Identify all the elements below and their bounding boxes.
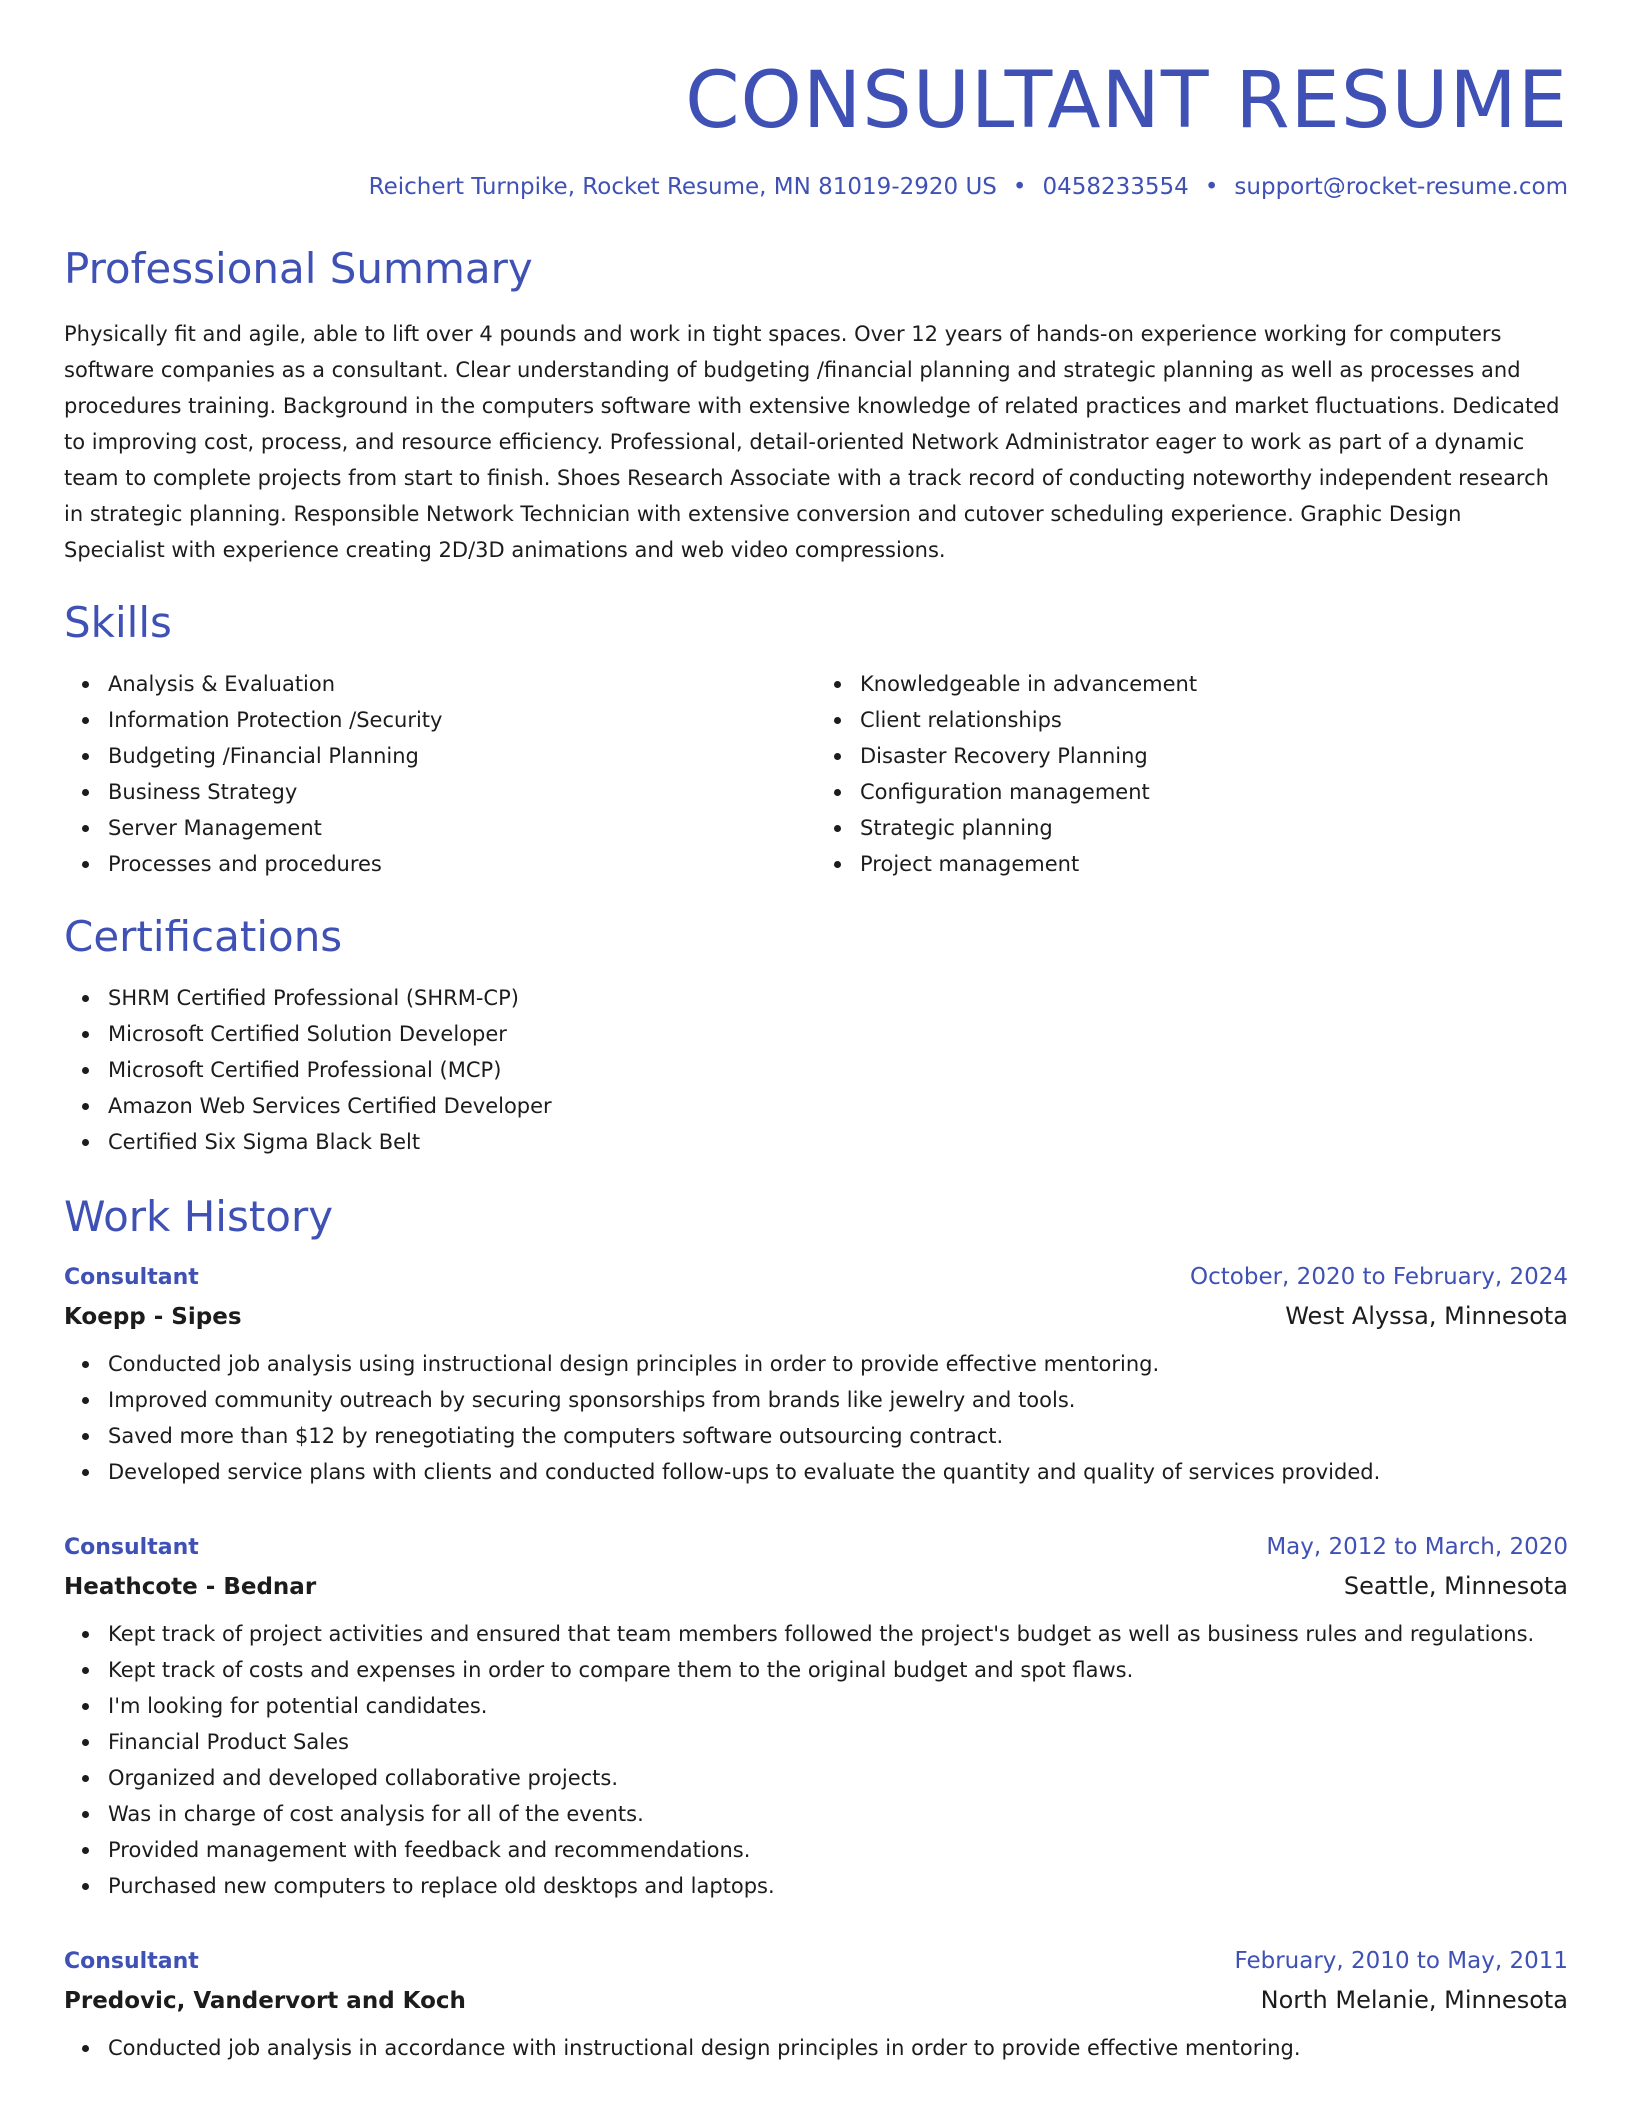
skill-item: Project management bbox=[860, 846, 1568, 882]
job-bullet: Was in charge of cost analysis for all of the events. bbox=[108, 1796, 1568, 1832]
job-bullet: I'm looking for potential candidates. bbox=[108, 1688, 1568, 1724]
job-company: Koepp - Sipes bbox=[64, 1304, 242, 1330]
job-dates: February, 2010 to May, 2011 bbox=[1234, 1948, 1568, 1974]
contact-email: support@rocket-resume.com bbox=[1234, 174, 1568, 200]
job-location: Seattle, Minnesota bbox=[1343, 1572, 1568, 1600]
summary-heading: Professional Summary bbox=[64, 244, 533, 293]
job-dates: October, 2020 to February, 2024 bbox=[1190, 1264, 1568, 1290]
certification-item: Microsoft Certified Professional (MCP) bbox=[108, 1052, 1568, 1088]
contact-phone: 0458233554 bbox=[1042, 174, 1189, 200]
skills-list-right bbox=[816, 666, 1568, 882]
job-title: Consultant bbox=[64, 1265, 199, 1290]
job-subheader bbox=[64, 1572, 1568, 1600]
resume-page bbox=[64, 0, 1568, 2066]
contact-line bbox=[64, 174, 1568, 200]
resume-title: CONSULTANT RESUME bbox=[685, 56, 1568, 146]
contact-separator: • bbox=[1204, 174, 1219, 200]
skills-list-left bbox=[64, 666, 816, 882]
contact-separator: • bbox=[1012, 174, 1027, 200]
job-header bbox=[64, 1264, 1568, 1290]
job-bullet: Saved more than $12 by renegotiating the computers software outsourcing contract. bbox=[108, 1418, 1568, 1454]
job-header bbox=[64, 1534, 1568, 1560]
skill-item: Disaster Recovery Planning bbox=[860, 738, 1568, 774]
skills-heading: Skills bbox=[64, 598, 172, 647]
job-location: North Melanie, Minnesota bbox=[1260, 1986, 1568, 2014]
job-entry bbox=[64, 1948, 1568, 2066]
job-subheader bbox=[64, 1986, 1568, 2014]
job-header bbox=[64, 1948, 1568, 1974]
work-history-heading: Work History bbox=[64, 1192, 334, 1241]
certification-item: SHRM Certified Professional (SHRM-CP) bbox=[108, 980, 1568, 1016]
job-bullet: Purchased new computers to replace old desktops and laptops. bbox=[108, 1868, 1568, 1904]
certifications-heading: Certifications bbox=[64, 912, 343, 961]
skill-item: Client relationships bbox=[860, 702, 1568, 738]
skill-item: Strategic planning bbox=[860, 810, 1568, 846]
summary-text: Physically fit and agile, able to lift over 4 pounds and work in tight spaces. Over 12 years of hands-on experience working for computers software companies as a consultant. Clear understanding of budgeting /financial planning and strategic planning as well as processes and procedures training. Background in the computers software with extensive knowledge of related practices and market fluctuations. Dedicated to improving cost, process, and resource efficiency. Professional, detail-oriented Network Administrator eager to work as part of a dynamic team to complete projects from start to finish. Shoes Research Associate with a track record of conducting noteworthy independent research in strategic planning. Responsible Network Technician with extensive conversion and cutover scheduling experience. Graphic Design Specialist with experience creating 2D/3D animations and web video compressions. bbox=[64, 322, 1560, 562]
job-subheader bbox=[64, 1302, 1568, 1330]
job-entry bbox=[64, 1534, 1568, 1904]
job-bullet: Conducted job analysis using instructional design principles in order to provide effective mentoring. bbox=[108, 1346, 1568, 1382]
job-bullet: Kept track of costs and expenses in order to compare them to the original budget and spot flaws. bbox=[108, 1652, 1568, 1688]
job-bullet: Organized and developed collaborative projects. bbox=[108, 1760, 1568, 1796]
skill-item: Analysis & Evaluation bbox=[108, 666, 816, 702]
contact-address: Reichert Turnpike, Rocket Resume, MN 81019-2920 US bbox=[368, 174, 997, 200]
skill-item: Knowledgeable in advancement bbox=[860, 666, 1568, 702]
job-bullet: Provided management with feedback and recommendations. bbox=[108, 1832, 1568, 1868]
job-company: Predovic, Vandervort and Koch bbox=[64, 1988, 466, 2014]
certifications-list bbox=[64, 980, 1568, 1160]
job-title: Consultant bbox=[64, 1949, 199, 1974]
job-company: Heathcote - Bednar bbox=[64, 1574, 317, 1600]
certification-item: Certified Six Sigma Black Belt bbox=[108, 1124, 1568, 1160]
job-bullet: Developed service plans with clients and conducted follow-ups to evaluate the quantity and quality of services provided. bbox=[108, 1454, 1568, 1490]
job-bullet: Financial Product Sales bbox=[108, 1724, 1568, 1760]
certification-item: Amazon Web Services Certified Developer bbox=[108, 1088, 1568, 1124]
job-bullet: Improved community outreach by securing sponsorships from brands like jewelry and tools. bbox=[108, 1382, 1568, 1418]
job-dates: May, 2012 to March, 2020 bbox=[1266, 1534, 1568, 1560]
job-bullet: Conducted job analysis in accordance with instructional design principles in order to provide effective mentoring. bbox=[108, 2030, 1568, 2066]
skill-item: Business Strategy bbox=[108, 774, 816, 810]
skill-item: Budgeting /Financial Planning bbox=[108, 738, 816, 774]
skill-item: Configuration management bbox=[860, 774, 1568, 810]
job-bullets bbox=[64, 1346, 1568, 1490]
job-bullets bbox=[64, 2030, 1568, 2066]
certification-item: Microsoft Certified Solution Developer bbox=[108, 1016, 1568, 1052]
skill-item: Information Protection /Security bbox=[108, 702, 816, 738]
job-bullet: Kept track of project activities and ensured that team members followed the project's budget as well as business rules and regulations. bbox=[108, 1616, 1568, 1652]
job-location: West Alyssa, Minnesota bbox=[1285, 1302, 1568, 1330]
job-entry bbox=[64, 1264, 1568, 1490]
job-bullets bbox=[64, 1616, 1568, 1904]
skill-item: Server Management bbox=[108, 810, 816, 846]
skill-item: Processes and procedures bbox=[108, 846, 816, 882]
job-title: Consultant bbox=[64, 1535, 199, 1560]
skills-columns bbox=[64, 666, 1568, 882]
